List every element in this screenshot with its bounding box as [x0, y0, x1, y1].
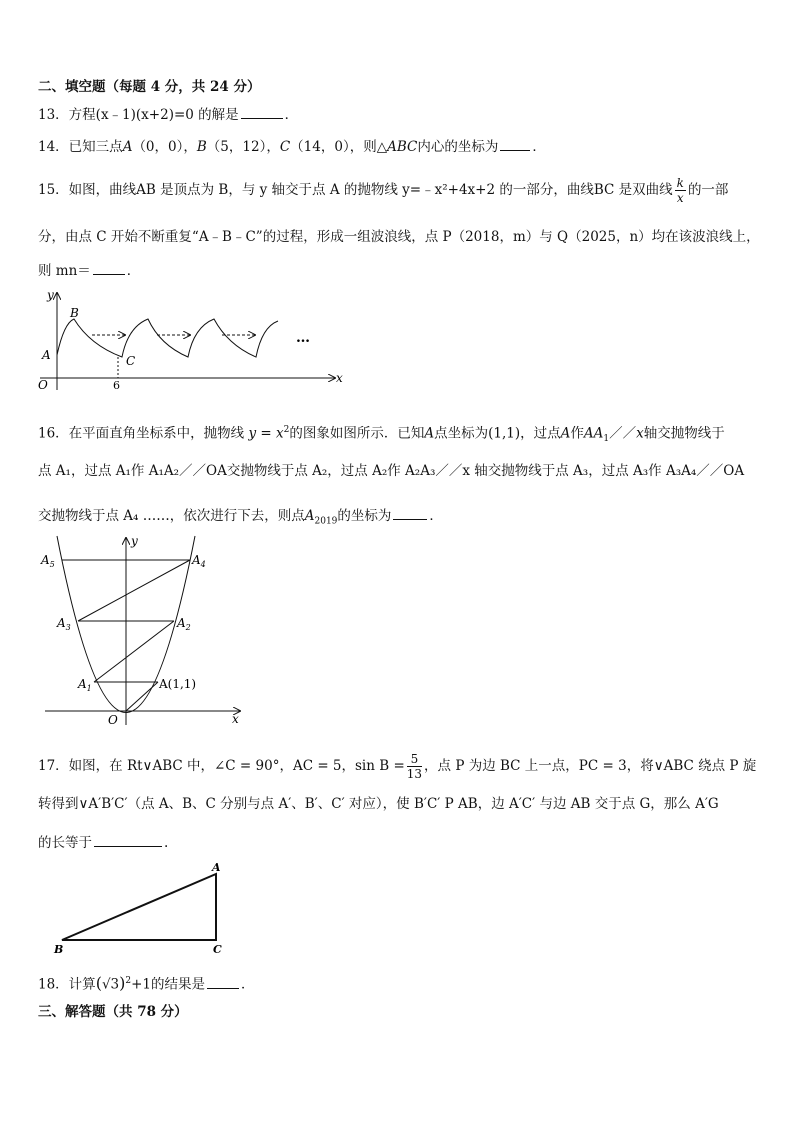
section-3-heading: 三、解答题（共 78 分）: [38, 1004, 188, 1020]
q16-text-1c: 点坐标为: [434, 425, 489, 442]
q15-wave-figure: [30, 285, 350, 395]
q14-pre: 14．已知三点: [38, 139, 123, 155]
q16-parabola-figure: [35, 533, 255, 728]
q17-text-3: 的长等于: [38, 835, 92, 851]
q18-sqrt: √3: [101, 976, 120, 993]
q16-label-o: O: [108, 713, 118, 727]
q16-label-a4: $A_4$: [192, 553, 206, 569]
q13-answer-blank[interactable]: [241, 104, 283, 119]
q15-label-o: O: [38, 378, 48, 392]
q16-label-y: y: [131, 534, 138, 548]
q15-ellipsis: …: [296, 330, 310, 346]
q16-text-1f: 作: [570, 425, 584, 442]
q16-segment-a1a2: [94, 621, 174, 682]
question-18: 18．计算$(√3)^2+1$的结果是 ．: [38, 973, 255, 993]
q16-label-a3: $A_3$: [57, 616, 71, 632]
question-14: [38, 136, 546, 156]
q14-point-a: A: [122, 139, 133, 155]
q18-answer-blank[interactable]: [207, 974, 239, 989]
q15-label-a: A: [42, 348, 51, 362]
q16-segment-oa: [126, 682, 158, 711]
q17-fraction: [407, 752, 422, 781]
q13-end: ．: [284, 107, 299, 123]
q16-text-3a: 交抛物线于点 A₄ ……，依次进行下去，则点: [38, 508, 305, 524]
q17-frac-den: 13: [406, 767, 423, 781]
q17-label-c: C: [213, 943, 222, 956]
q16-text-1e: ，过点: [520, 425, 561, 442]
q14-b-coord: （5，12），: [206, 139, 280, 155]
question-17-line-2: 转得到∨A′B′C′（点 A、B、C 分别与点 A′、B′、C′ 对应），使 B′C′ P AB，边 A′C′ 与边 AB 交于点 G，那么 A′G: [38, 796, 719, 812]
question-15-line-2: 分，由点 C 开始不断重复“A﹣B﹣C”的过程，形成一组波浪线，点 P（2018，m）与 Q（2025，n）均在该波浪线上，: [38, 229, 760, 245]
q15-frac-num: k: [676, 176, 684, 190]
q16-text-1b: 的图象如图所示．已知: [289, 425, 425, 442]
q18-end: ．: [241, 976, 255, 993]
question-17-line-3: [38, 832, 168, 852]
q17-end: .: [164, 835, 169, 851]
q16-text-1d: (1,1): [488, 425, 521, 442]
q17-label-b: B: [54, 943, 64, 956]
q16-label-a: A(1,1): [159, 677, 197, 691]
q15-label-b: B: [70, 306, 79, 320]
q15-wave-curve: [57, 319, 278, 357]
question-16-line-1: 16．在平面直角坐标系中，抛物线 $y = x^2$的图象如图所示．已知A点坐标为(1,1)，过点A作$AA_1//x$轴交抛物线于: [38, 425, 725, 445]
question-17-line-1: [38, 752, 756, 781]
q17-answer-blank[interactable]: [94, 832, 162, 847]
q15-label-c: C: [126, 354, 136, 368]
q15-label-y: y: [47, 288, 54, 302]
section-2-heading: 二、填空题（每题 4 分，共 24 分）: [38, 79, 261, 95]
q13-text: 13．方程(x﹣1)(x+2)=0 的解是: [38, 107, 239, 123]
q15-label-x: x: [336, 371, 343, 385]
q16-text-1a: 16．在平面直角坐标系中，抛物线: [38, 425, 245, 442]
q14-triangle: ABC: [387, 139, 418, 155]
question-15-line-3: [38, 260, 140, 280]
q17-text-1b: ，点 P 为边 BC 上一点，PC = 3，将∨ABC 绕点 P 旋: [424, 758, 757, 774]
q15-label-six: 6: [113, 379, 120, 392]
q14-point-c: C: [279, 139, 291, 155]
q14-end: ．: [532, 139, 546, 155]
q14-c-coord: （14，0），则△: [290, 139, 388, 155]
q15-fraction: [675, 176, 686, 205]
q16-segment-a3a4: [78, 560, 190, 621]
q17-triangle-figure: [50, 858, 240, 956]
q17-triangle: [62, 874, 216, 940]
q18-text-post: +1的结果是: [131, 976, 206, 993]
q16-text-3b: 的坐标为: [337, 508, 392, 524]
q16-text-1g: 轴交抛物线于: [643, 425, 725, 442]
q15-end: ．: [126, 263, 141, 279]
q15-frac-den: x: [676, 191, 684, 205]
q16-label-a5: $A_5$: [41, 553, 55, 569]
question-15-line-1: [38, 176, 728, 205]
q15-text-1: 15．如图，曲线AB 是顶点为 B，与 y 轴交于点 A 的抛物线 y=﹣x²+4x+2 的一部分，曲线BC 是双曲线: [38, 182, 673, 198]
q16-label-x: x: [232, 712, 239, 726]
q14-point-b: B: [196, 139, 207, 155]
q16-answer-blank[interactable]: [393, 505, 427, 520]
q15-text-1b: 的一部: [687, 182, 729, 198]
question-13: [38, 104, 298, 124]
q16-label-a2: $A_2$: [177, 616, 191, 632]
q14-post: 内心的坐标为: [417, 139, 499, 155]
q14-answer-blank[interactable]: [500, 136, 530, 151]
q16-label-a1: $A_1$: [78, 677, 92, 693]
q17-frac-num: 5: [407, 752, 422, 767]
q14-a-coord: （0，0），: [132, 139, 197, 155]
question-16-line-3: 交抛物线于点 A₄ ……，依次进行下去，则点$A_{2019}$的坐标为 ．: [38, 505, 443, 531]
q17-label-a: A: [212, 861, 221, 874]
q18-text-pre: 18．计算: [38, 976, 96, 993]
q17-text-1: 17．如图，在 Rt∨ABC 中，∠C = 90°，AC = 5，sin B =: [38, 758, 405, 774]
q16-end: ．: [429, 508, 443, 524]
q15-answer-blank[interactable]: [93, 260, 125, 275]
question-16-line-2: 点 A₁，过点 A₁作 A₁A₂／／OA交抛物线于点 A₂，过点 A₂作 A₂A₃／／x 轴交抛物线于点 A₃，过点 A₃作 A₃A₄／／OA: [38, 463, 745, 479]
q15-text-3: 则 mn＝: [38, 263, 91, 279]
